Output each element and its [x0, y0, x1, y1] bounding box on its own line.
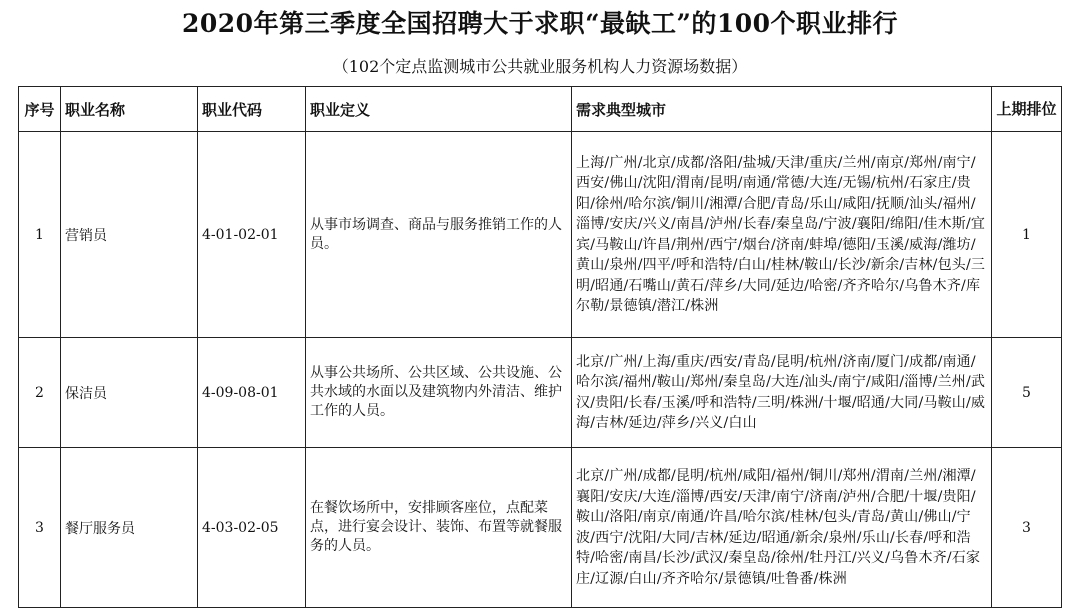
header-name: 职业名称: [61, 87, 198, 132]
row-occupation-name: 餐厅服务员: [61, 448, 198, 608]
header-code: 职业代码: [198, 87, 306, 132]
header-definition: 职业定义: [306, 87, 572, 132]
row-occupation-name: 保洁员: [61, 338, 198, 448]
row-prev-rank: 5: [992, 338, 1062, 448]
page-subtitle: （102个定点监测城市公共就业服务机构人力资源场数据）: [332, 57, 748, 76]
header-cities: 需求典型城市: [572, 87, 992, 132]
row-definition: 从事公共场所、公共区域、公共设施、公共水域的水面以及建筑物内外清洁、维护工作的人员。: [306, 338, 572, 448]
table-row: [19, 338, 1062, 448]
row-prev-rank: 1: [992, 132, 1062, 338]
table-row: [19, 448, 1062, 608]
page-title: 2020年第三季度全国招聘大于求职“最缺工”的100个职业排行: [181, 9, 899, 38]
row-no: 3: [19, 448, 61, 608]
row-occupation-code: 4-01-02-01: [198, 132, 306, 338]
occupation-table: [18, 86, 1062, 608]
table-header-row: [19, 87, 1062, 132]
table-row: [19, 132, 1062, 338]
row-occupation-name: 营销员: [61, 132, 198, 338]
row-cities: 北京/广州/成都/昆明/杭州/咸阳/福州/铜川/郑州/渭南/兰州/湘潭/襄阳/安庆/大连/淄博/西安/天津/南宁/济南/泸州/合肥/十堰/贵阳/鞍山/洛阳/南京/南通/许昌/哈尔滨/桂林/包头/青岛/黄山/佛山/宁波/西宁/沈阳/大同/吉林/延边/昭通/新余/泉州/乐山/长春/呼和浩特/哈密/南昌/长沙/武汉/秦皇岛/徐州/牡丹江/兴义/乌鲁木齐/石家庄/辽源/白山/齐齐哈尔/景德镇/吐鲁番/株洲: [572, 448, 992, 608]
row-cities: 北京/广州/上海/重庆/西安/青岛/昆明/杭州/济南/厦门/成都/南通/哈尔滨/福州/鞍山/郑州/秦皇岛/大连/汕头/南宁/咸阳/淄博/兰州/武汉/贵阳/长春/玉溪/呼和浩特/三明/株洲/十堰/昭通/大同/马鞍山/威海/吉林/延边/萍乡/兴义/白山: [572, 338, 992, 448]
header-prev-rank: 上期排位: [992, 87, 1062, 132]
header-no: 序号: [19, 87, 61, 132]
row-no: 2: [19, 338, 61, 448]
row-no: 1: [19, 132, 61, 338]
row-cities: 上海/广州/北京/成都/洛阳/盐城/天津/重庆/兰州/南京/郑州/南宁/西安/佛山/沈阳/渭南/昆明/南通/常德/大连/无锡/杭州/石家庄/贵阳/徐州/哈尔滨/铜川/湘潭/合肥/青岛/乐山/咸阳/抚顺/汕头/福州/淄博/安庆/兴义/南昌/泸州/长春/秦皇岛/宁波/襄阳/绵阳/佳木斯/宜宾/马鞍山/许昌/荆州/西宁/烟台/济南/蚌埠/德阳/玉溪/威海/潍坊/黄山/泉州/四平/呼和浩特/白山/桂林/鞍山/长沙/新余/吉林/包头/三明/昭通/石嘴山/黄石/萍乡/大同/延边/哈密/齐齐哈尔/乌鲁木齐/库尔勒/景德镇/潜江/株洲: [572, 132, 992, 338]
row-prev-rank: 3: [992, 448, 1062, 608]
row-definition: 在餐饮场所中，安排顾客座位，点配菜点，进行宴会设计、装饰、布置等就餐服务的人员。: [306, 448, 572, 608]
row-definition: 从事市场调查、商品与服务推销工作的人员。: [306, 132, 572, 338]
row-occupation-code: 4-09-08-01: [198, 338, 306, 448]
row-occupation-code: 4-03-02-05: [198, 448, 306, 608]
